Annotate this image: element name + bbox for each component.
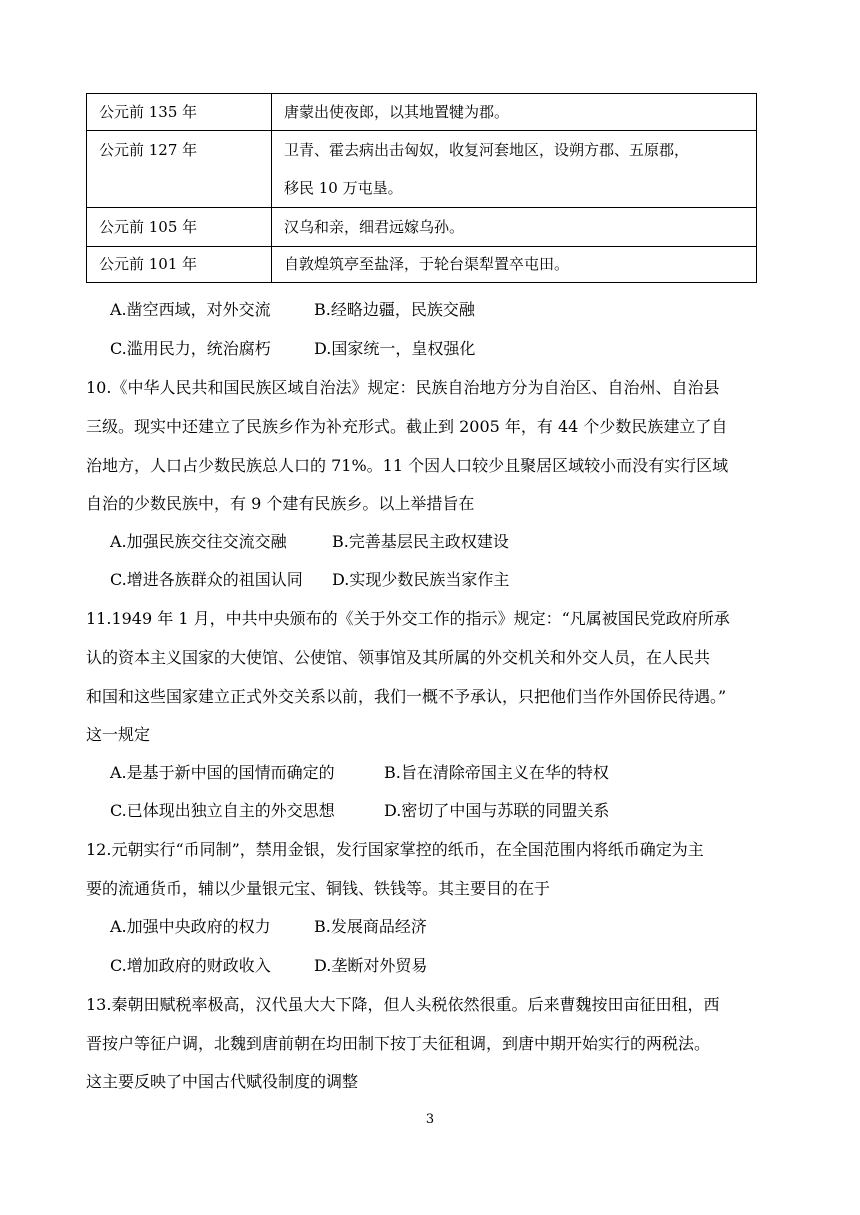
event-cell: 汉乌和亲，细君远嫁乌孙。 — [272, 208, 757, 247]
q11-line: 11.1949 年 1 月，中共中央颁布的《关于外交工作的指示》规定：“凡属被国民党政府所承 — [86, 609, 730, 628]
q9-option-c: C.滥用民力，统治腐朽 — [110, 339, 271, 358]
history-events-table — [86, 93, 757, 283]
q10-line: 自治的少数民族中，有 9 个建有民族乡。以上举措旨在 — [86, 494, 475, 513]
q11-line: 和国和这些国家建立正式外交关系以前，我们一概不予承认，只把他们当作外国侨民待遇。” — [86, 687, 727, 706]
q10-option-c: C.增进各族群众的祖国认同 — [110, 570, 303, 589]
table-row — [87, 94, 757, 131]
table-row — [87, 131, 757, 208]
q11-option-c: C.已体现出独立自主的外交思想 — [110, 801, 335, 820]
q9-option-b: B.经略边疆，民族交融 — [314, 300, 475, 319]
event-cell: 卫青、霍去病出击匈奴，收复河套地区，设朔方郡、五原郡， 移民 10 万屯垦。 — [272, 131, 757, 208]
q13-line: 13.秦朝田赋税率极高，汉代虽大大下降，但人头税依然很重。后来曹魏按田亩征田租，西 — [86, 995, 720, 1014]
q12-option-b: B.发展商品经济 — [314, 917, 427, 936]
q10-line: 治地方，人口占少数民族总人口的 71%。11 个因人口较少且聚居区域较小而没有实行区域 — [86, 456, 729, 475]
q11-option-d: D.密切了中国与苏联的同盟关系 — [384, 801, 610, 820]
q12-line: 要的流通货币，辅以少量银元宝、铜钱、铁钱等。其主要目的在于 — [86, 879, 551, 898]
q11-line: 这一规定 — [86, 725, 151, 744]
q11-option-b: B.旨在清除帝国主义在华的特权 — [384, 763, 609, 782]
year-cell: 公元前 101 年 — [87, 247, 272, 283]
year-cell: 公元前 135 年 — [87, 94, 272, 131]
q10-line: 三级。现实中还建立了民族乡作为补充形式。截止到 2005 年，有 44 个少数民族建立了自 — [86, 417, 728, 436]
q11-line: 认的资本主义国家的大使馆、公使馆、领事馆及其所属的外交机关和外交人员，在人民共 — [86, 648, 711, 667]
q10-option-b: B.完善基层民主政权建设 — [332, 532, 509, 551]
year-cell: 公元前 105 年 — [87, 208, 272, 247]
q12-line: 12.元朝实行“币同制”，禁用金银，发行国家掌控的纸币，在全国范围内将纸币确定为主 — [86, 840, 704, 859]
q10-option-a: A.加强民族交往交流交融 — [110, 532, 287, 551]
table-row — [87, 247, 757, 283]
table-row — [87, 208, 757, 247]
q13-line: 晋按户等征户调，北魏到唐前朝在均田制下按丁夫征租调，到唐中期开始实行的两税法。 — [86, 1034, 711, 1053]
q13-line: 这主要反映了中国古代赋役制度的调整 — [86, 1072, 359, 1091]
event-cell: 自敦煌筑亭至盐泽，于轮台渠犁置卒屯田。 — [272, 247, 757, 283]
q12-option-c: C.增加政府的财政收入 — [110, 956, 271, 975]
q11-option-a: A.是基于新中国的国情而确定的 — [110, 763, 335, 782]
q9-option-a: A.凿空西域，对外交流 — [110, 300, 271, 319]
q10-line: 10.《中华人民共和国民族区域自治法》规定：民族自治地方分为自治区、自治州、自治县 — [86, 378, 720, 397]
q9-option-d: D.国家统一，皇权强化 — [314, 339, 476, 358]
q12-option-a: A.加强中央政府的权力 — [110, 917, 271, 936]
q12-option-d: D.垄断对外贸易 — [314, 956, 428, 975]
q10-option-d: D.实现少数民族当家作主 — [332, 570, 510, 589]
event-cell: 唐蒙出使夜郎，以其地置犍为郡。 — [272, 94, 757, 131]
year-cell: 公元前 127 年 — [87, 131, 272, 208]
page-number: 3 — [425, 1112, 435, 1127]
